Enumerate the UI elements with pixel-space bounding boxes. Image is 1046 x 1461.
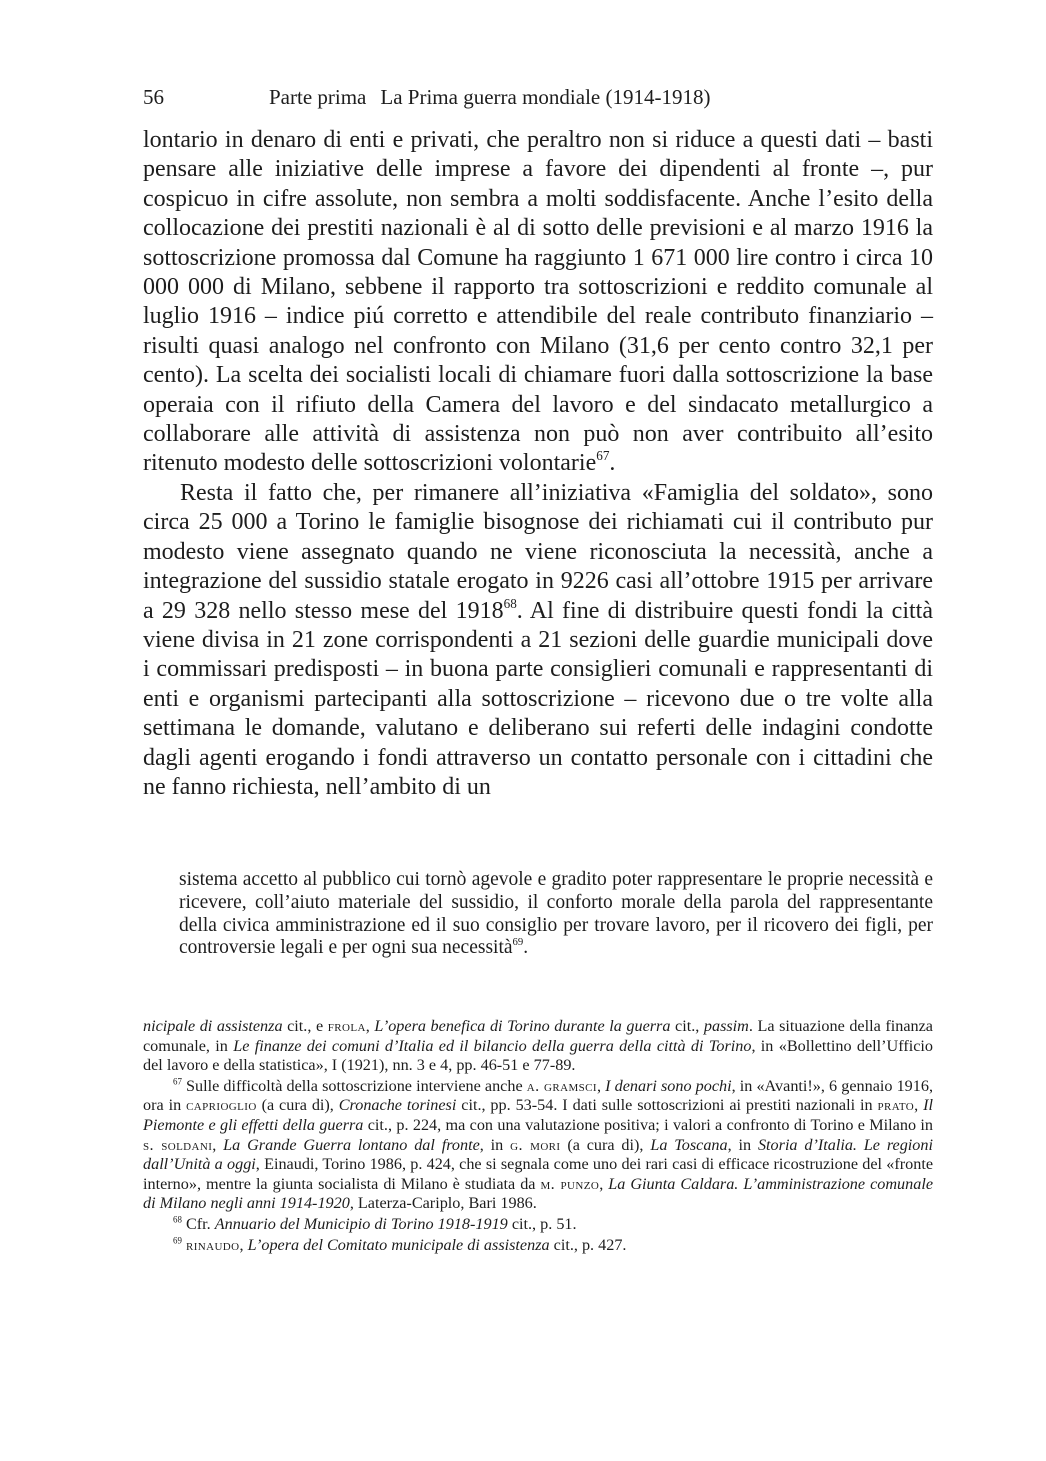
block-quote <box>179 869 933 960</box>
fn-cont-text: cit., <box>670 1017 704 1035</box>
paragraph-1 <box>143 126 933 479</box>
fn-text: (a cura di), <box>560 1135 651 1154</box>
fn-cont-text: , in «Bollettino dell’Ufficio del lavoro e della statistica», I (1921), nn. 3 e 4, pp. 46-51 e 77-89. <box>143 1036 934 1075</box>
fn-title: Cronache torinesi <box>338 1096 457 1115</box>
fn-title: Storia d’Italia. Le regioni dall’Unità a oggi <box>143 1135 933 1174</box>
paragraph-1-end: . <box>609 450 616 477</box>
chapter-title: La Prima guerra mondiale (1914-1918) <box>380 85 711 109</box>
fn-text: , <box>239 1235 248 1254</box>
fn-title: I denari sono pochi <box>605 1076 732 1095</box>
fn-text: , Einaudi, Torino 1986, p. 424, che si segnala come uno dei rari casi di efficace ricostruzione del «fronte interno», mentre la giunta socialista di Milano è studiata da <box>143 1155 934 1193</box>
block-quote-text: sistema accetto al pubblico cui tornò agevole e gradito poter rappresentare le proprie necessità e ricevere, coll’aiuto materiale del sussidio, il conforto morale della parola del rappresentante della civica amministrazione ed il suo consiglio per trovare lavoro, per il ricovero dei figli, per controversie legali e per ogni sua necessità <box>179 869 933 959</box>
fn-text: cit., pp. 53-54. I dati sulle sottoscrizioni ai prestiti nazionali in <box>456 1096 878 1115</box>
fn-cont-author: frola <box>327 1017 366 1035</box>
fn-text: , Laterza-Cariplo, Bari 1986. <box>349 1194 537 1213</box>
footnote-number: 69 <box>173 1234 182 1245</box>
footnotes <box>143 1017 933 1255</box>
paragraph-2-text-b: . Al fine di distribuire questi fondi la città viene divisa in 21 zone corrispondenti a 21 sezioni delle guardie municipali dove i commissari predisposti – in buona parte consiglieri comunali e rappresentanti di enti e organismi partecipanti alla sottoscrizione – ricevono due o tre volte alla settimana le domande, valutano e deliberano sui referti delle indagini condotte dagli agenti erogando i fondi attraverso un contatto personale con i cittadini che ne fanno richiesta, nell’ambito di un <box>143 597 933 800</box>
fn-text: cit., p. 427. <box>549 1235 627 1254</box>
fn-title: La Giunta Caldara. L’amministrazione comunale di Milano negli anni 1914-1920 <box>143 1174 933 1213</box>
fn-title: La Toscana <box>650 1135 728 1154</box>
fn-text: , in «Avanti!», 6 gennaio 1916, ora in <box>143 1076 933 1115</box>
fn-title: Il Piemonte e gli effetti della guerra <box>143 1096 933 1134</box>
part-title: Parte prima <box>269 85 367 109</box>
fn-cont-text: cit., e <box>282 1017 328 1035</box>
fn-text: (a cura di), <box>256 1096 339 1115</box>
fn-text: , <box>596 1076 606 1095</box>
block-quote-end: . <box>523 937 529 959</box>
fn-author: caprioglio <box>186 1096 257 1115</box>
fn-title: La Grande Guerra lontano dal fronte <box>223 1135 480 1154</box>
fn-cont-title-2: L’opera benefica di Torino durante la guerra <box>374 1017 671 1035</box>
footnote-number: 67 <box>173 1076 182 1087</box>
fn-text: Cfr. <box>181 1214 215 1233</box>
footnote-continuation <box>143 1017 933 1076</box>
fn-author: rinaudo <box>185 1235 240 1254</box>
fn-text: , <box>914 1096 924 1115</box>
fn-author: a. gramsci <box>526 1076 597 1095</box>
footnote-ref-69: 69 <box>512 936 524 949</box>
fn-text: , in <box>727 1135 758 1154</box>
fn-text: Sulle difficoltà della sottoscrizione interviene anche <box>181 1076 527 1095</box>
paragraph-2-text-a: Resta il fatto che, per rimanere all’iniziativa «Famiglia del soldato», sono circa 25 000 a Torino le famiglie bisognose dei richiamati cui il contributo pur modesto viene assegnato quando ne viene riconosciuta la necessità, anche a integrazione del sussidio statale erogato in 9226 casi all’ottobre 1915 per arrivare a 29 328 nello stesso mese del 1918 <box>143 479 933 624</box>
fn-text: cit., p. 224, ma con una valutazione positiva; i valori a confronto di Torino e Milano in <box>363 1115 933 1134</box>
main-text <box>143 126 933 802</box>
paragraph-2 <box>143 479 933 802</box>
page-number: 56 <box>143 85 164 109</box>
fn-author: prato <box>877 1096 915 1115</box>
fn-text: , <box>212 1135 224 1154</box>
fn-author: g. mori <box>510 1135 561 1154</box>
fn-text: , in <box>479 1135 511 1154</box>
fn-text: , <box>599 1174 609 1193</box>
block-quote-paragraph <box>179 869 933 960</box>
running-header <box>143 84 933 110</box>
footnote-67 <box>143 1077 933 1214</box>
fn-author: s. soldani <box>143 1135 213 1154</box>
footnote-68 <box>143 1215 933 1235</box>
paragraph-1-text: lontario in denaro di enti e privati, che peraltro non si riduce a questi dati – basti pensare alle iniziative delle imprese a favore dei dipendenti al fronte –, pur cospicuo in cifre assolute, non sembra a molti soddisfacente. Anche l’esito della collocazione dei prestiti nazionali è al di sotto delle previsioni e al marzo 1916 la sottoscrizione promossa dal Comune ha raggiunto 1 671 000 lire contro i circa 10 000 000 di Milano, sebbene il rapporto tra sottoscrizioni e reddito comunale al luglio 1916 – indice piú corretto e attendibile del reale contributo finanziario – risulti quasi analogo nel confronto con Milano (31,6 per cento contro 32,1 per cento). La scelta dei socialisti locali di chiamare fuori dalla sottoscrizione la base operaia con il rifiuto della Camera del lavoro e del sindacato metallurgico a collaborare alle attività di assistenza non può non aver contribuito all’esito ritenuto modesto delle sottoscrizioni volontarie <box>143 127 933 477</box>
fn-cont-passim: passim <box>703 1017 749 1035</box>
footnote-69 <box>143 1236 933 1256</box>
fn-author: m. punzo <box>540 1174 600 1193</box>
fn-text: cit., p. 51. <box>507 1214 577 1233</box>
fn-cont-text: , <box>365 1017 375 1035</box>
fn-cont-title-3: Le finanze dei comuni d’Italia ed il bilancio della guerra della città di Torino <box>233 1036 752 1055</box>
fn-cont-text: . La situazione della finanza comunale, in <box>143 1017 933 1055</box>
footnote-ref-67: 67 <box>596 448 610 464</box>
footnote-number: 68 <box>173 1214 182 1225</box>
fn-title: L’opera del Comitato municipale di assistenza <box>247 1235 550 1254</box>
fn-cont-title-1: nicipale di assistenza <box>143 1017 283 1035</box>
fn-title: Annuario del Municipio di Torino 1918-1919 <box>214 1214 508 1233</box>
footnote-ref-68: 68 <box>503 595 517 611</box>
